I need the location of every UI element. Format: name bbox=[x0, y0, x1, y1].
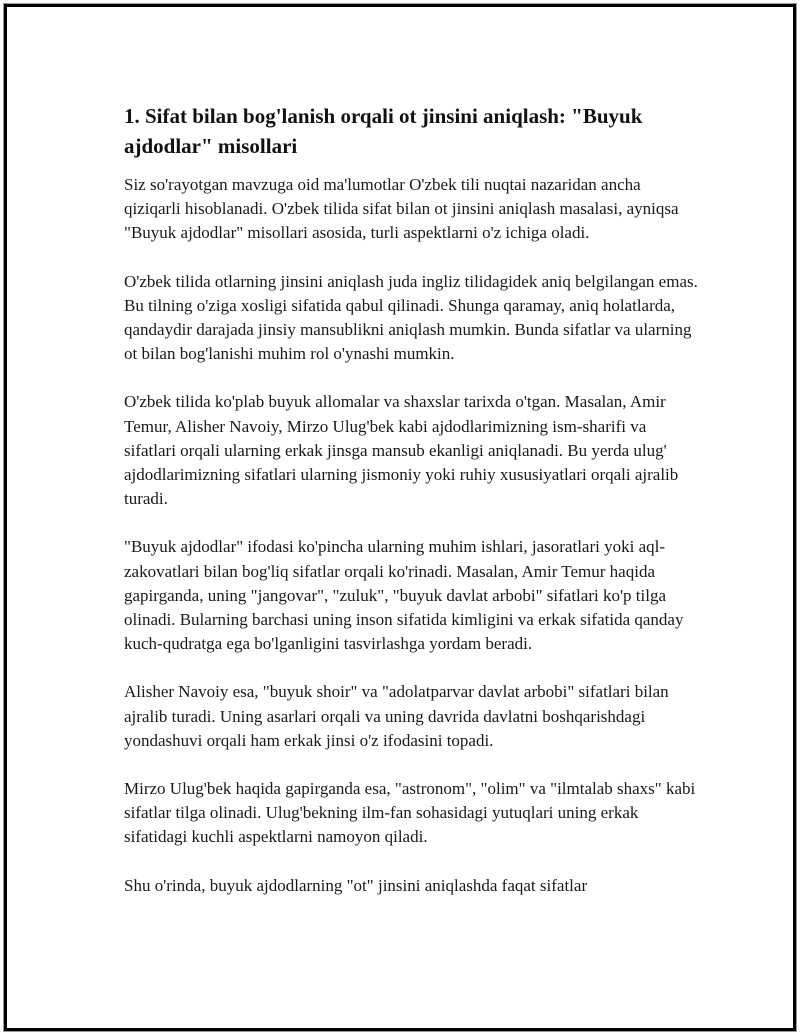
section-heading: 1. Sifat bilan bog'lanish orqali ot jinsini aniqlash: "Buyuk ajdodlar" misollari bbox=[124, 104, 643, 158]
paragraph-gender-definition: O'zbek tilida otlarning jinsini aniqlash juda ingliz tilidagidek aniq belgilangan emas. Bu tilning o'ziga xosligi sifatida qabul qilinadi. Shunga qaramay, aniq holatlarda, qandaydir darajada jinsiy mansublikni aniqlash mumkin. Bunda sifatlar va ularning ot bilan bog'lanishi muhim rol o'ynashi mumkin. bbox=[124, 271, 698, 364]
paragraph-intro: Siz so'rayotgan mavzuga oid ma'lumotlar O'zbek tili nuqtai nazaridan ancha qiziqarli hisoblanadi. O'zbek tilida sifat bilan ot jinsini aniqlash masalasi, ayniqsa "Buyuk ajdodlar" misollari asosida, turli aspektlarni o'z ichiga oladi. bbox=[124, 175, 679, 243]
page-frame bbox=[4, 4, 796, 1031]
paragraph-amir-temur: "Buyuk ajdodlar" ifodasi ko'pincha ularning muhim ishlari, jasoratlari yoki aql-zakovatlari bilan bog'liq sifatlar orqali ko'rinadi. Masalan, Amir Temur haqida gapirganda, uning "jangovar", "zuluk", "buyuk davlat arbobi" sifatlari ko'p tilga olinadi. Bularning barchasi uning inson sifatida kimligini va erkak sifatida qanday kuch-qudratga ega bo'lganligini tasvirlashga yordam beradi. bbox=[124, 537, 684, 654]
paragraph-conclusion-start: Shu o'rinda, buyuk ajdodlarning "ot" jinsini aniqlashda faqat sifatlar bbox=[124, 875, 588, 895]
paragraph-great-ancestors: O'zbek tilida ko'plab buyuk allomalar va shaxslar tarixda o'tgan. Masalan, Amir Temur, Alisher Navoiy, Mirzo Ulug'bek kabi ajdodlarimizning ism-sharifi va sifatlari orqali ularning erkak jinsga mansub ekanligi aniqlanadi. Bu yerda ulug' ajdodlarimizning sifatlari ularning jismoniy yoki ruhiy xususiyatlari orqali ajralib turadi. bbox=[124, 392, 679, 509]
document-body bbox=[124, 101, 699, 922]
paragraph-alisher-navoiy: Alisher Navoiy esa, "buyuk shoir" va "adolatparvar davlat arbobi" sifatlari bilan ajralib turadi. Uning asarlari orqali va uning davrida davlatni boshqarishdagi yondashuvi orqali ham erkak jinsi o'z ifodasini topadi. bbox=[124, 682, 669, 750]
paragraph-mirzo-ulugbek: Mirzo Ulug'bek haqida gapirganda esa, "astronom", "olim" va "ilmtalab shaxs" kabi sifatlar tilga olinadi. Ulug'bekning ilm-fan sohasidagi yutuqlari uning erkak sifatidagi kuchli aspektlarni namoyon qiladi. bbox=[124, 779, 696, 847]
